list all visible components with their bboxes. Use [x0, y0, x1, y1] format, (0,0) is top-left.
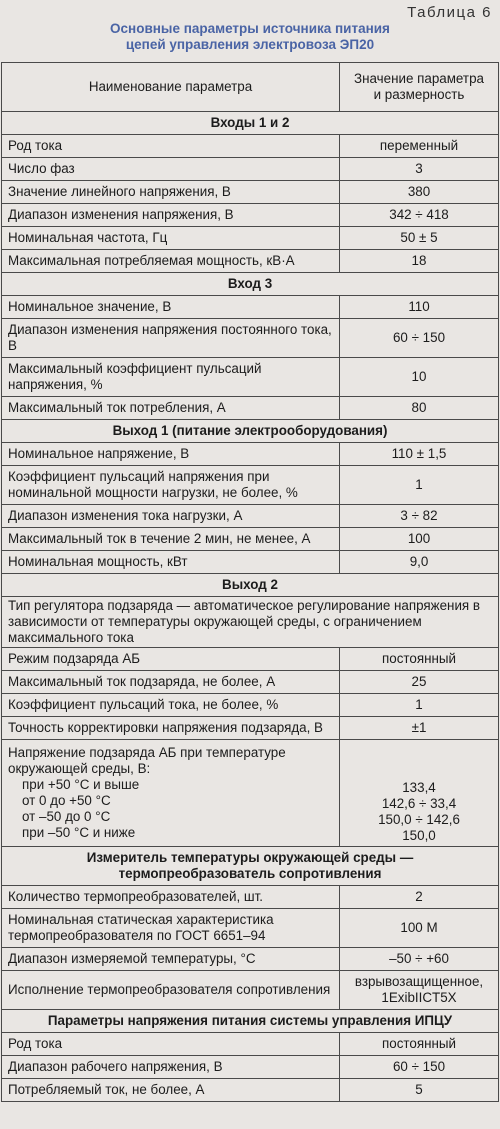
table-row: Коэффициент пульсаций тока, не более, % 1 — [2, 694, 499, 717]
table-row: Номинальная мощность, кВт 9,0 — [2, 551, 499, 574]
section-row: Входы 1 и 2 — [2, 112, 499, 135]
table-row: Диапазон изменения тока нагрузки, А 3 ÷ 82 — [2, 505, 499, 528]
table-row: Номинальная статическая характеристика термопреобразователя по ГОСТ 6651–94 100 М — [2, 909, 499, 948]
table-row: Максимальный ток потребления, А 80 — [2, 397, 499, 420]
table-row: Номинальное напряжение, В 110 ± 1,5 — [2, 443, 499, 466]
table-row: Максимальный ток подзаряда, не более, А 25 — [2, 671, 499, 694]
table-row: Диапазон изменения напряжения, В 342 ÷ 418 — [2, 204, 499, 227]
table-row: Потребляемый ток, не более, А 5 — [2, 1079, 499, 1102]
table-row: Значение линейного напряжения, В 380 — [2, 181, 499, 204]
table-number: Таблица 6 — [407, 4, 492, 21]
table-row: Род тока постоянный — [2, 1033, 499, 1056]
section-row: Выход 2 — [2, 574, 499, 597]
title-line-1: Основные параметры источника питания — [110, 21, 390, 36]
table-row: Максимальная потребляемая мощность, кВ·А 18 — [2, 250, 499, 273]
table-row: Диапазон рабочего напряжения, В 60 ÷ 150 — [2, 1056, 499, 1079]
table-row: Максимальный коэффициент пульсаций напряжения, % 10 — [2, 358, 499, 397]
section-row: Параметры напряжения питания системы управления ИПЦУ — [2, 1010, 499, 1033]
table-row: Род тока переменный — [2, 135, 499, 158]
title-line-2: цепей управления электровоза ЭП20 — [125, 37, 375, 52]
header-value: Значение параметра и размерность — [340, 63, 499, 112]
parameters-table — [1, 62, 499, 1102]
table-row: Максимальный ток в течение 2 мин, не менее, А 100 — [2, 528, 499, 551]
section-row: Вход 3 — [2, 273, 499, 296]
table-row: Номинальная частота, Гц 50 ± 5 — [2, 227, 499, 250]
table-row: Точность корректировки напряжения подзаряда, В ±1 — [2, 717, 499, 740]
table-row: Коэффициент пульсаций напряжения при номинальной мощности нагрузки, не более, % 1 — [2, 466, 499, 505]
table-title — [0, 21, 500, 53]
table-row: Номинальное значение, В 110 — [2, 296, 499, 319]
header-param: Наименование параметра — [2, 63, 340, 112]
header-row — [2, 63, 499, 112]
section-row: Выход 1 (питание электрооборудования) — [2, 420, 499, 443]
table-row: Диапазон изменения напряжения постоянного тока, В 60 ÷ 150 — [2, 319, 499, 358]
table-row: Количество термопреобразователей, шт. 2 — [2, 886, 499, 909]
section-row: Измеритель температуры окружающей среды — термопреобразователь сопротивления — [2, 847, 499, 886]
table-row: Диапазон измеряемой температуры, °С –50 ÷ +60 — [2, 948, 499, 971]
table-row: Тип регулятора подзаряда — автоматическое регулирование напряжения в зависимости от температуры окружающей среды, с ограничением максимального тока — [2, 597, 499, 648]
table-row: Режим подзаряда АБ постоянный — [2, 648, 499, 671]
table-row: Исполнение термопреобразователя сопротивления взрывозащищенное, 1ExibIICT5X — [2, 971, 499, 1010]
table-row: Напряжение подзаряда АБ при температуре окружающей среды, В: при +50 °С и выше от 0 до +50 °С от –50 до 0 °С при –50 °С и ниже 133,4 142,6 ÷ 33,4 150,0 ÷ 142,6 150,0 — [2, 740, 499, 847]
table-row: Число фаз 3 — [2, 158, 499, 181]
